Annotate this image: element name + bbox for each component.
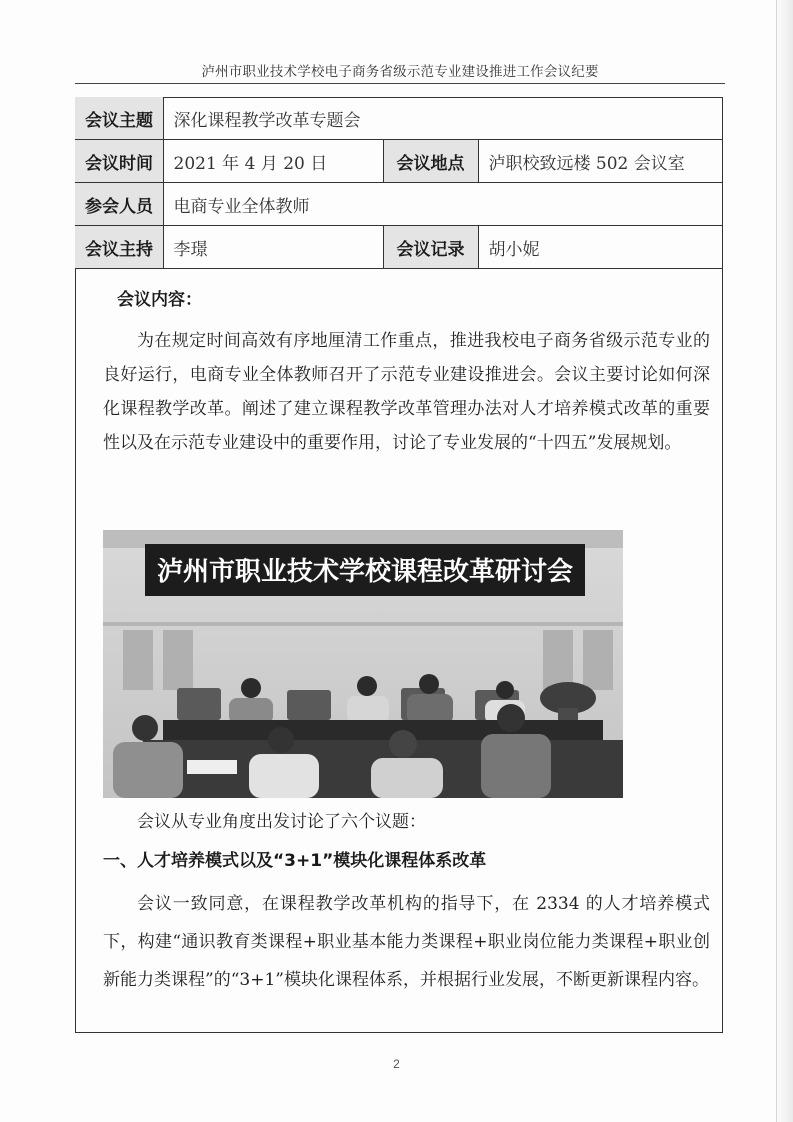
- page-edge-line: [776, 0, 777, 1122]
- content-section-title: 会议内容：: [117, 290, 202, 310]
- time-label: 会议时间: [75, 140, 163, 183]
- host-label: 会议主持: [75, 226, 163, 269]
- attendees-value: 电商专业全体教师: [163, 183, 723, 226]
- topic-label: 会议主题: [75, 97, 163, 140]
- meeting-info-table: [75, 97, 723, 269]
- attendees-label: 参会人员: [75, 183, 163, 226]
- table-row: [75, 183, 723, 226]
- recorder-label: 会议记录: [383, 226, 478, 269]
- topic-1-heading: 一、人才培养模式以及“3+1”模块化课程体系改革: [103, 851, 487, 871]
- table-row: [75, 97, 723, 140]
- recorder-value: 胡小妮: [478, 226, 723, 269]
- meeting-photo: [103, 530, 623, 798]
- topic-value: 深化课程教学改革专题会: [163, 97, 723, 140]
- page-number: 2: [393, 1057, 400, 1071]
- meeting-summary-paragraph: 为在规定时间高效有序地厘清工作重点，推进我校电子商务省级示范专业的良好运行，电商专业全体教师召开了示范专业建设推进会。会议主要讨论如何深化课程教学改革。阐述了建立课程教学改革管理办法对人才培养模式改革的重要性以及在示范专业建设中的重要作用，讨论了专业发展的“十四五”发展规划。: [103, 331, 710, 453]
- banner-text: 泸州市职业技术学校课程改革研讨会: [156, 557, 574, 587]
- table-row: [75, 226, 723, 269]
- time-value: 2021 年 4 月 20 日: [163, 140, 383, 183]
- table-row: [75, 140, 723, 183]
- document-header: 泸州市职业技术学校电子商务省级示范专业建设推进工作会议纪要: [201, 64, 599, 80]
- topics-intro-paragraph: 会议从专业角度出发讨论了六个议题：: [137, 812, 426, 832]
- place-value: 泸职校致远楼 502 会议室: [478, 140, 723, 183]
- header-rule: [75, 83, 725, 84]
- meeting-photo-illustration: [103, 530, 623, 798]
- topic-1-paragraph: 会议一致同意，在课程教学改革机构的指导下，在 2334 的人才培养模式下，构建“通识教育类课程+职业基本能力类课程+职业岗位能力类课程+职业创新能力类课程”的“3+1”模块化课程体系，并根据行业发展，不断更新课程内容。: [103, 894, 710, 990]
- place-label: 会议地点: [383, 140, 478, 183]
- host-value: 李璟: [163, 226, 383, 269]
